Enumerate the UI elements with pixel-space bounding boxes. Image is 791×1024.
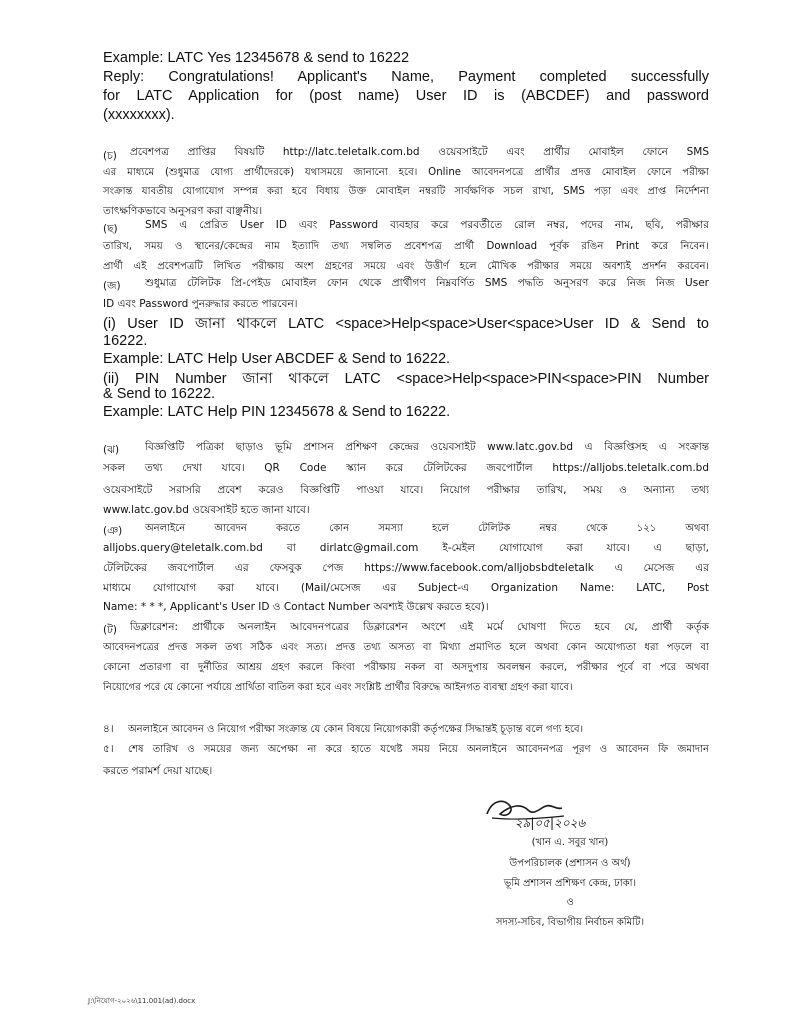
section-cha-line-3: সংক্রান্ত যাবতীয় যোগাযোগ সম্পন্ন করা হবে বিধায় উক্ত মোবাইল নম্বরটি সার্বক্ষণিক সচল রাখা, SMS পড়া এবং প্রাপ্ত নির্দেশনা: [103, 186, 709, 197]
section-ta-line-1: ডিক্লারেশন: প্রার্থীকে অনলাইন আবেদনপত্রের ডিক্লারেশন অংশে এই মর্মে ঘোষণা দিতে হবে যে, প্রার্থী কর্তৃক: [130, 621, 709, 633]
section-chha-line-3: প্রার্থী এই প্রবেশপত্রটি লিখিত পরীক্ষায় অংশ গ্রহণের সময়ে এবং উত্তীর্ণ হলে মৌখিক পরীক্ষার সময়ে অবশ্যই প্রদর্শন করবেন।: [103, 261, 709, 272]
section-jha-line-3: ওয়েবসাইটে সরাসরি প্রবেশ করেও বিজ্ঞপ্তিটি পাওয়া যাবে। নিয়োগ পরীক্ষার তারিখ, সময় ও অন্যান্য তথ্য: [103, 484, 709, 496]
section-marker-ta: (ট): [103, 624, 117, 636]
section-ja-line-2: ID এবং Password পুনরুদ্ধার করতে পারবেন।: [103, 298, 298, 310]
section-ja-user-id-line: (i) User ID জানা থাকলে LATC <space>Help<space>User<space>User ID & Send to: [103, 316, 709, 332]
section-cha-line-2: এর মাধ্যমে (শুধুমাত্র যোগ্য প্রার্থীদেরকে) যথাসময়ে জানানো হবে। Online আবেদনপত্রে প্রার্থীর প্রদত্ত মোবাইল ফোনে পরীক্ষা: [103, 167, 709, 178]
section-ja-example-1: Example: LATC Help User ABCDEF & Send to 16222.: [103, 351, 451, 367]
reply-line: Reply: Congratulations! Applicant's Name, Payment completed successfully: [103, 69, 709, 85]
signature-date: ২৯|০৫|২০২৬: [514, 816, 586, 830]
section-nya-line-4: মাধ্যমে যোগাযোগ করা যাবে। (Mail/মেসেজ এর Subject-এ Organization Name: LATC, Post: [103, 582, 709, 594]
item-4-text: অনলাইনে আবেদন ও নিয়োগ পরীক্ষা সংক্রান্ত যে কোন বিষয়ে নিয়োগকারী কর্তৃপক্ষের সিদ্ধান্তই চূড়ান্ত বলে গণ্য হবে।: [128, 724, 584, 735]
section-cha-line-4: তাৎক্ষণিকভাবে অনুসরণ করা বাঞ্ছনীয়।: [103, 205, 263, 217]
section-ta-line-3: কোনো প্রতারণা বা দুর্নীতির আশ্রয় গ্রহণ করলে কিংবা পরীক্ষায় নকল বা অসদুপায় অবলম্বন করলে, পরীক্ষার পূর্বে বা পরে অথবা: [103, 662, 709, 673]
section-jha-line-2: সকল তথ্য দেখা যাবে। QR Code স্ক্যান করে টেলিটকের জবপোর্টাল https://alljobs.teletalk.com.bd: [103, 462, 709, 474]
section-ta-line-4: নিয়োগের পরে যে কোনো পর্যায়ে প্রার্থিতা বাতিল করা হবে এবং সংশ্লিষ্ট প্রার্থীর বিরুদ্ধে আইনগত ব্যবস্থা গ্রহণ করা যাবে।: [103, 682, 573, 693]
section-jha-line-1: বিজ্ঞপ্তিটি পত্রিকা ছাড়াও ভূমি প্রশাসন প্রশিক্ষণ কেন্দ্রের ওয়েবসাইট www.latc.gov.bd এ বিজ্ঞপ্তিসহ এ সংক্রান্ত: [145, 441, 709, 453]
section-marker-jha: (ঝ): [103, 444, 120, 456]
reply-line-2: for LATC Application for (post name) User ID is (ABCDEF) and password: [103, 88, 709, 104]
signatory-designation-3: সদস্য-সচিব, বিভাগীয় নির্বাচন কমিটি।: [495, 917, 645, 928]
section-marker-ja: (জ): [103, 280, 121, 292]
section-nya-line-3: টেলিটকের জবপোর্টাল এর ফেসবুক পেজ https://www.facebook.com/alljobsbdteletalk এ মেসেজ এর: [103, 562, 709, 574]
item-4-marker: ৪।: [103, 723, 114, 735]
section-marker-nya: (ঞ): [103, 525, 123, 537]
signatory-conjunction: ও: [566, 897, 574, 908]
item-5-marker: ৫।: [103, 743, 114, 755]
signatory-designation-1: উপপরিচালক (প্রশাসন ও অর্থ): [509, 858, 631, 869]
section-ja-example-2: Example: LATC Help PIN 12345678 & Send to 16222.: [103, 404, 451, 420]
section-marker-cha: (চ): [103, 150, 117, 162]
section-marker-chha: (ছ): [103, 223, 118, 235]
file-path-footer: J:\নিয়োগ-২০২৬\11.001(ad).docx: [88, 997, 196, 1005]
section-cha-line-1: প্রবেশপত্র প্রাপ্তির বিষয়টি http://latc.teletalk.com.bd ওয়েবসাইটে এবং প্রার্থীর মোবাইল ফোনে SMS: [130, 146, 709, 158]
item-5-text: শেষ তারিখ ও সময়ের জন্য অপেক্ষা না করে হাতে যথেষ্ট সময় নিয়ে অনলাইনে আবেদনপত্র পূরণ ও আবেদন ফি জমাদান: [128, 744, 709, 755]
section-ja-pin-line-2: & Send to 16222.: [103, 386, 216, 402]
section-chha-line-2: তারিখ, সময় ও স্থানের/কেন্দ্রের নাম ইত্যাদি তথ্য সম্বলিত প্রবেশপত্র প্রার্থী Download পূর্বক রঙিন Print করে নিবেন।: [103, 241, 709, 252]
item-5-text-2: করতে পরামর্শ দেয়া যাচ্ছে।: [103, 765, 213, 777]
example-line: Example: LATC Yes 12345678 & send to 16222: [103, 50, 410, 66]
section-ta-line-2: আবেদনপত্রের প্রদত্ত সকল তথ্য সঠিক এবং সত্য। প্রদত্ত তথ্য অসত্য বা মিথ্যা প্রমাণিত হলে অথবা কোন অযোগ্যতা ধরা পড়লে বা: [103, 642, 709, 653]
reply-line-3: (xxxxxxxx).: [103, 107, 175, 123]
section-ja-line-1: শুধুমাত্র টেলিটক প্রি-পেইড মোবাইল ফোন থেকে প্রার্থীগণ নিম্নবর্ণিত SMS পদ্ধতি অনুসরণ করে নিজ নিজ User: [145, 277, 709, 289]
section-chha-line-1: SMS এ প্রেরিত User ID এবং Password ব্যবহার করে পরবর্তীতে রোল নম্বর, পদের নাম, ছবি, পরীক্ষার: [145, 219, 709, 231]
signatory-designation-2: ভূমি প্রশাসন প্রশিক্ষণ কেন্দ্র, ঢাকা।: [503, 878, 637, 889]
section-ja-pin-line: (ii) PIN Number জানা থাকলে LATC <space>Help<space>PIN<space>PIN Number: [103, 371, 709, 387]
section-nya-line-2: alljobs.query@teletalk.com.bd বা dirlatc@gmail.com ই-মেইল যোগাযোগ করা যাবে। এ ছাড়া,: [103, 542, 709, 554]
section-nya-line-1: অনলাইনে আবেদন করতে কোন সমস্যা হলে টেলিটক নম্বর থেকে ১২১ অথবা: [145, 523, 709, 534]
section-ja-user-id-line-2: 16222.: [103, 333, 148, 349]
signatory-name: (খান এ. সবুর খান): [531, 837, 609, 848]
section-jha-line-4: www.latc.gov.bd ওয়েবসাইট হতে জানা যাবে।: [103, 504, 310, 516]
section-nya-line-5: Name: * * *, Applicant's User ID ও Contact Number অবশ্যই উল্লেখ করতে হবে)।: [103, 601, 489, 613]
